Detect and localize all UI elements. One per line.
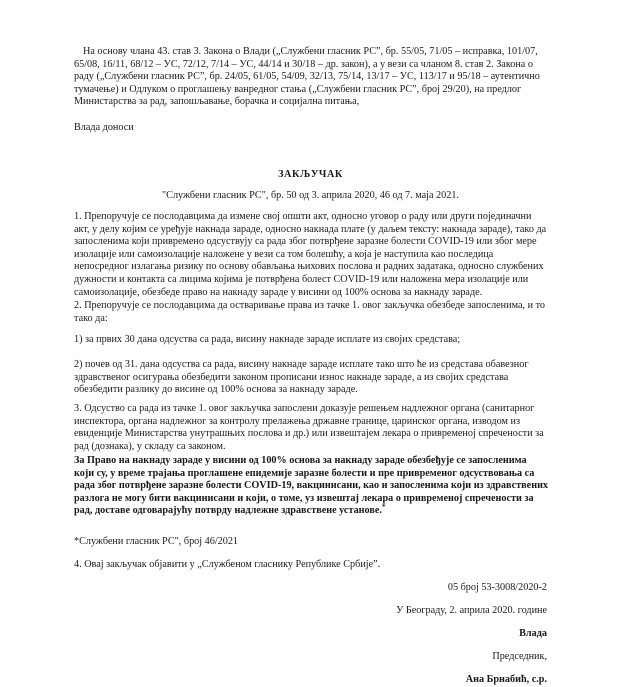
gazette-reference: "Службени гласник РС", бр. 50 од 3. априла 2020, 46 од 7. маја 2021. [162, 190, 459, 201]
point-4: 4. Овај закључак објавити у „Службеном гласнику Републике Србије”. [74, 559, 381, 570]
place-date: У Београду, 2. априла 2020. године [396, 605, 547, 616]
authority: Влада [519, 628, 547, 639]
point-3: 3. Одсуство са рада из тачке 1. овог закључка запослени доказује решењем надлежног органа (санитарног инспектора, органа надлежног за контролу прелажења државне границе, царинског органа, изводом из евиденције Министарства унутрашњих послова и др.) или извештајем лекара о привременој спречености за рад (дознака), у складу са законом. [74, 403, 544, 452]
government-enacts: Влада доноси [74, 122, 134, 133]
point-1: 1. Препоручује се послодавцима да измене свој општи акт, односно уговор о раду или други појединачни акт, у делу којим се уређује накнада зараде, односно накнада плате (у даљем тексту: накнада зараде), тако да запосленима који привремено одсуствују са рада због потврђене заразне болести COVID-19 или због мере изолације или самоизолације наложене у вези са том болешћу, а која је наступила као последица непосредног излагања ризику по основу обављања њихових послова и радних задатака, односно службених дужности и контакта са лицима којима је потврђена болест COVID-19 или наложена мера изолације или самоизолације, обезбеде право на накнаду зараде у висини од 100% основа за накнаду зараде. [74, 211, 547, 298]
point-2-sub-1: 1) за првих 30 дана одсуства са рада, висину накнаде зараде исплате из својих средстава; [74, 334, 461, 345]
intro-paragraph: На основу члана 43. став 3. Закона о Влади („Службени гласник РС”, бр. 55/05, 71/05 – исправка, 101/07, 65/08, 16/11, 68/12 – УС, 72/12, 7/14 – УС, 44/14 и 30/18 – др. закон), а у вези са чланом 8. став 2. Закона о раду („Службени гласник РС”, бр. 24/05, 61/05, 54/09, 32/13, 75/14, 13/17 – УС, 113/17 и 95/18 – аутентично тумачење) и Одлуком о проглашењу ванредног стања („Службени гласник РС”, број 29/20), на предлог Министарства за рад, запошљавање, борачка и социјална питања, [74, 46, 540, 108]
amendment-mark: * [381, 503, 386, 512]
amendment-text: За Право на накнаду зараде у висини од 100% основа за накнаду зараде обезбеђује се запосленима који су, у време трајања проглашене епидемије заразне болести и пре привременог одсуствовања са рада због потврђене заразне болести COVID-19, вакцинисани, као и запосленима који из здравствених разлога не могу бити вакцинисани и који, о томе, уз извештај лекара о привременој спречености за рад, доставе одговарајућу потврду надлежне здравствене установе. [74, 455, 549, 517]
amendment-source: *Службени гласник РС", број 46/2021 [74, 536, 239, 547]
point-2: 2. Препоручује се послодавцима да остваривање права из тачке 1. овог закључка обезбеде запосленима, и то тако да: [74, 300, 545, 324]
president-label: Председник, [492, 651, 547, 662]
signatory: Ана Брнабић, с.р. [465, 674, 547, 685]
amendment-paragraph [74, 455, 549, 518]
point-2-sub-2: 2) почев од 31. дана одсуства са рада, висину накнаде зараде исплате тако што ће из средстава обавезног здравственог осигурања обезбедити законом прописани износ накнаде зараде, а из својих средстава обезбедити разлику до висине од 100% основа за накнаду зараде. [74, 359, 529, 396]
document-title: ЗАКЉУЧАК [278, 169, 343, 180]
reference-number: 05 број 53-3008/2020-2 [447, 582, 547, 593]
